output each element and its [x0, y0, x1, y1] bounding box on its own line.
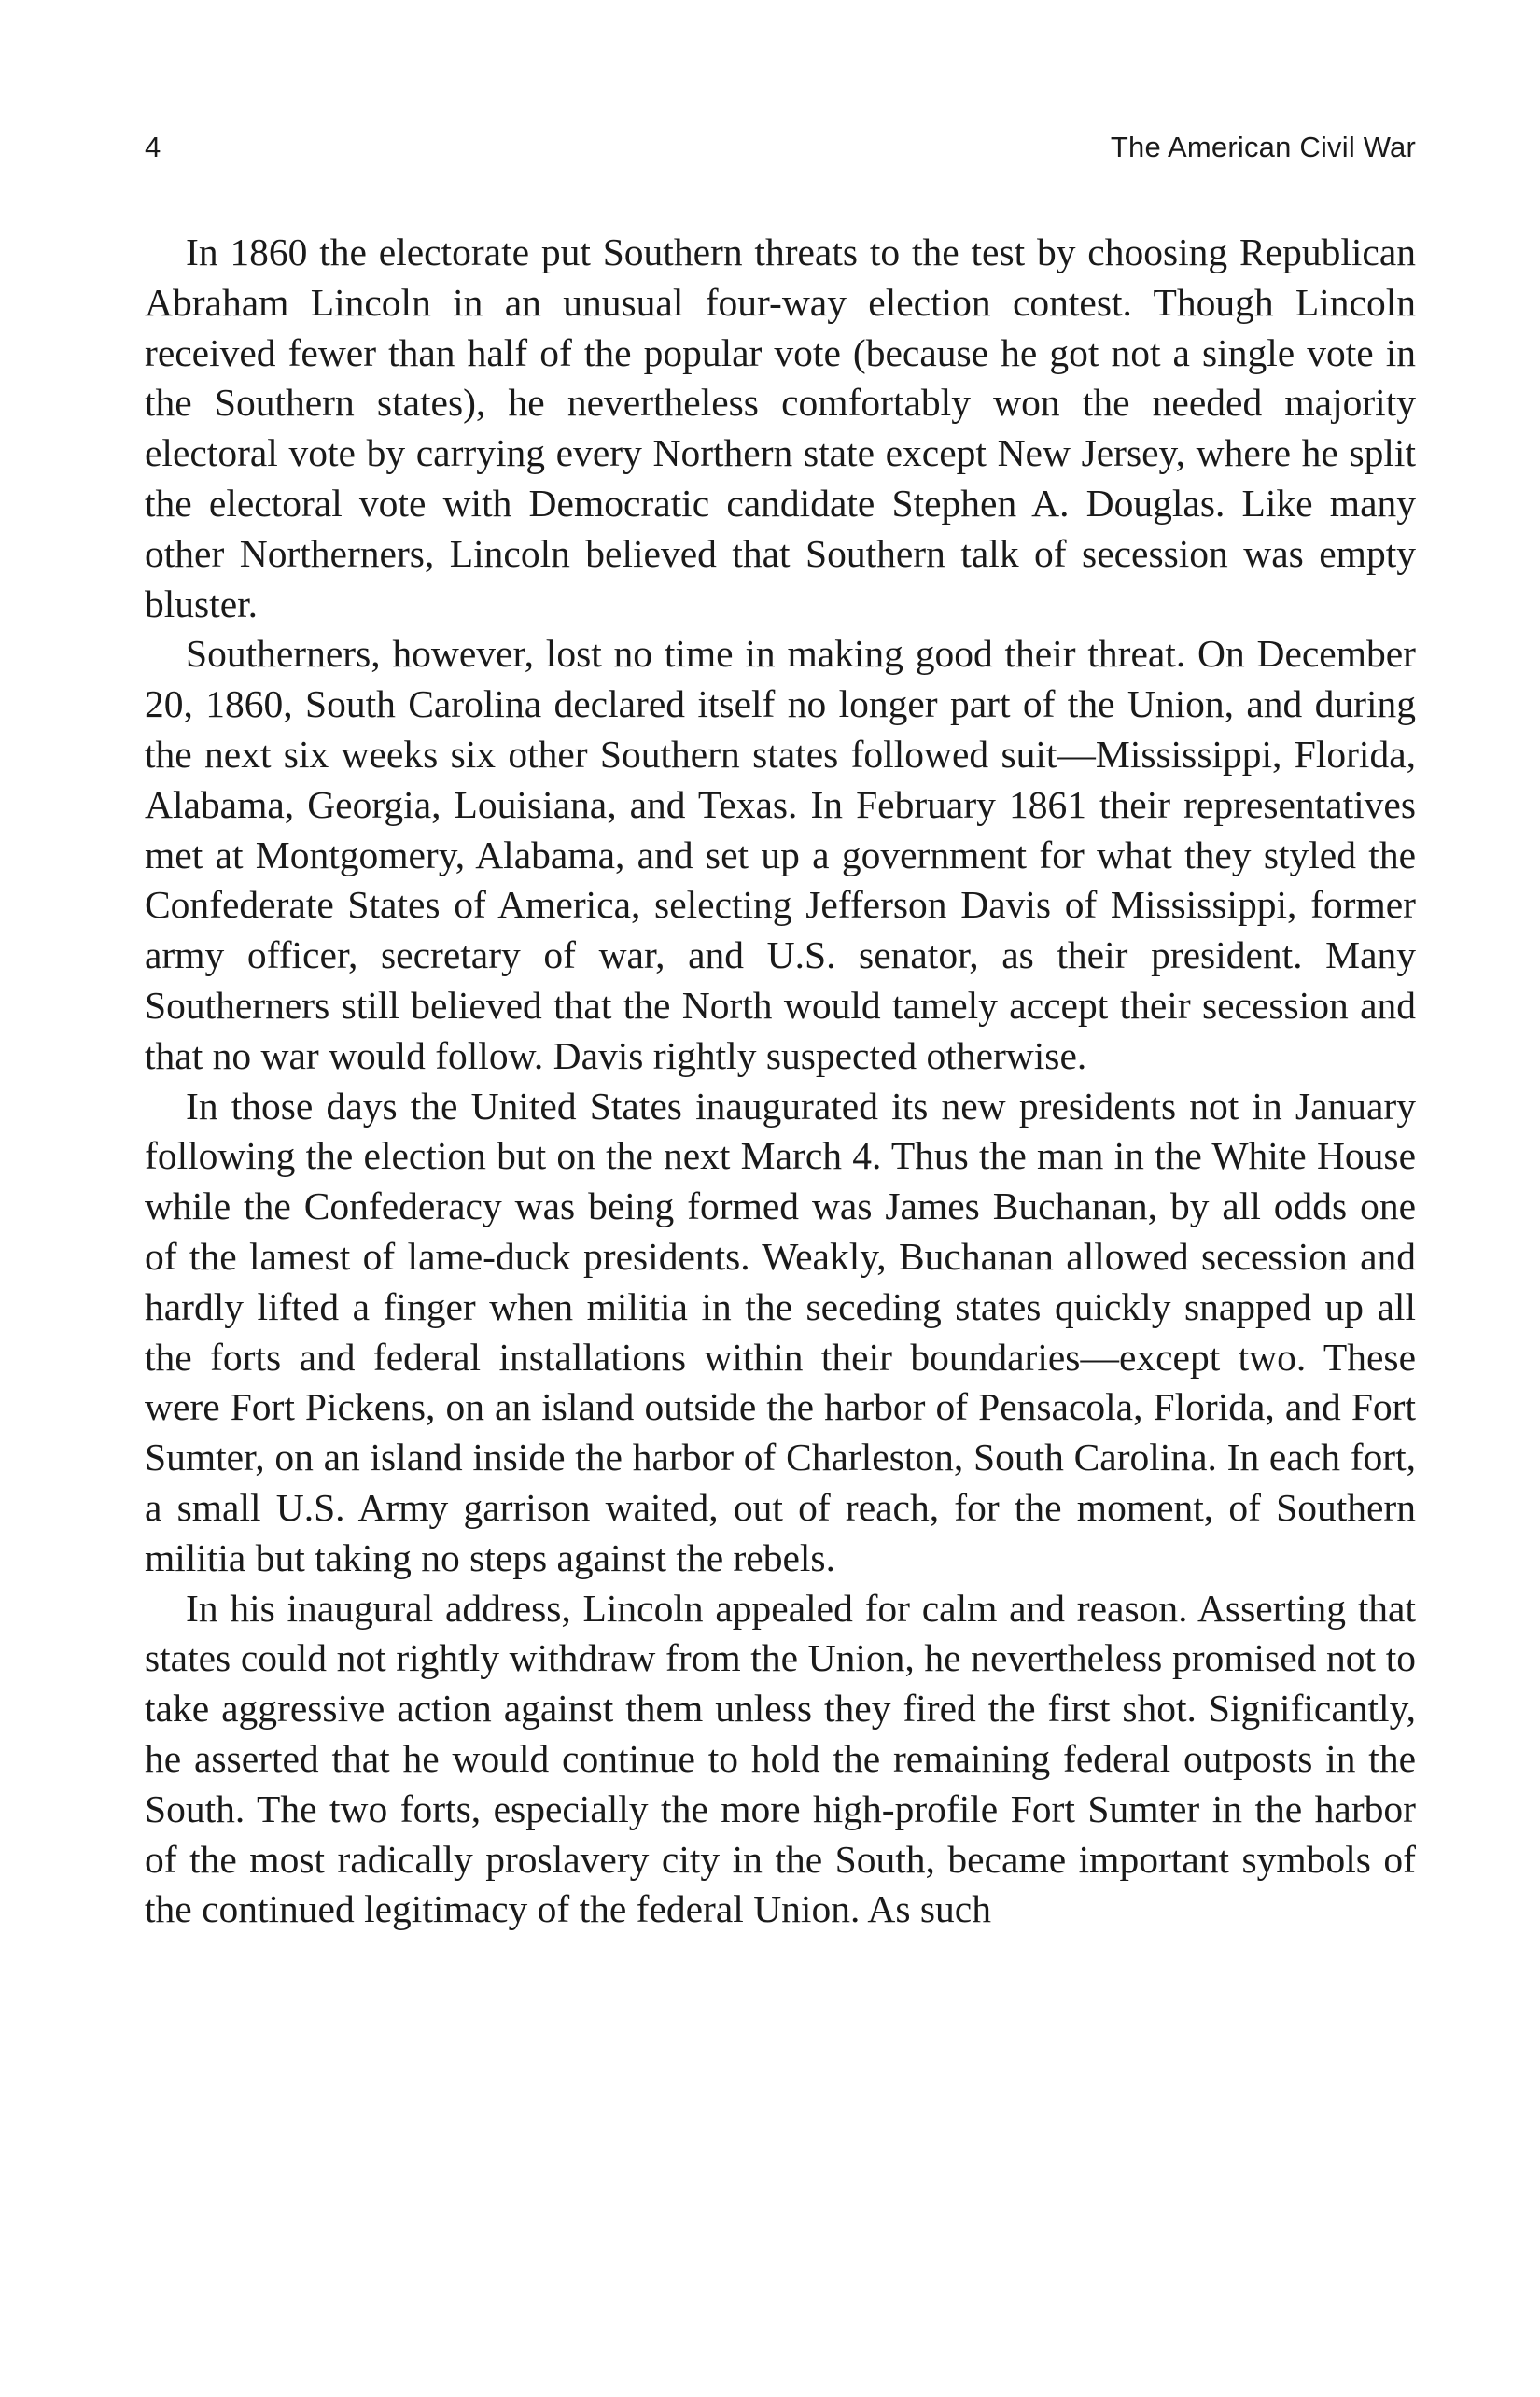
paragraph-secession: Southerners, however, lost no time in making good their threat. On December 20, 1860, South Carolina declared itself no longer part of the Union, and during the next six weeks six other Southern states followed suit—Mississippi, Florida, Alabama, Georgia, Louisiana, and Texas. In February 1861 their representatives met at Montgomery, Alabama, and set up a government for what they styled the Confederate States of America, selecting Jefferson Davis of Mississippi, former army officer, secretary of war, and U.S. senator, as their president. Many Southerners still believed that the North would tamely accept their secession and that no war would follow. Davis rightly suspected otherwise.: [145, 632, 1416, 1077]
paragraph-election-1860: In 1860 the electorate put Southern threats to the test by choosing Republican Abraham Lincoln in an unusual four-way election contest. Though Lincoln received fewer than half of the popular vote (because he got not a single vote in the Southern states), he nevertheless comfortably won the needed majority electoral vote by carrying every Northern state except New Jersey, where he split the electoral vote with Democratic candidate Stephen A. Douglas. Like many other Northerners, Lincoln believed that Southern talk of secession was empty bluster.: [145, 231, 1416, 625]
page-number: 4: [145, 131, 161, 163]
paragraph-buchanan: In those days the United States inaugurated its new presidents not in January following the election but on the next March 4. Thus the man in the White House while the Confederacy was being formed was James Buchanan, by all odds one of the lamest of lame-duck presidents. Weakly, Buchanan allowed secession and hardly lifted a finger when militia in the seceding states quickly snapped up all the forts and federal installations within their boundaries—except two. These were Fort Pickens, on an island outside the harbor of Pensacola, Florida, and Fort Sumter, on an island inside the harbor of Charleston, South Carolina. In each fort, a small U.S. Army garrison waited, out of reach, for the moment, of Southern militia but taking no steps against the rebels.: [145, 1084, 1416, 1579]
book-page: [145, 131, 1416, 1935]
running-title: The American Civil War: [1110, 131, 1416, 163]
running-head: [145, 131, 1416, 187]
body-text: [145, 228, 1416, 1935]
paragraph-inaugural-address: In his inaugural address, Lincoln appealed for calm and reason. Asserting that states could not rightly withdraw from the Union, he nevertheless promised not to take aggressive action against them unless they fired the first shot. Significantly, he asserted that he would continue to hold the remaining federal outposts in the South. The two forts, especially the more high-profile Fort Sumter in the harbor of the most radically proslavery city in the South, became important symbols of the continued legitimacy of the federal Union. As such: [145, 1586, 1416, 1931]
